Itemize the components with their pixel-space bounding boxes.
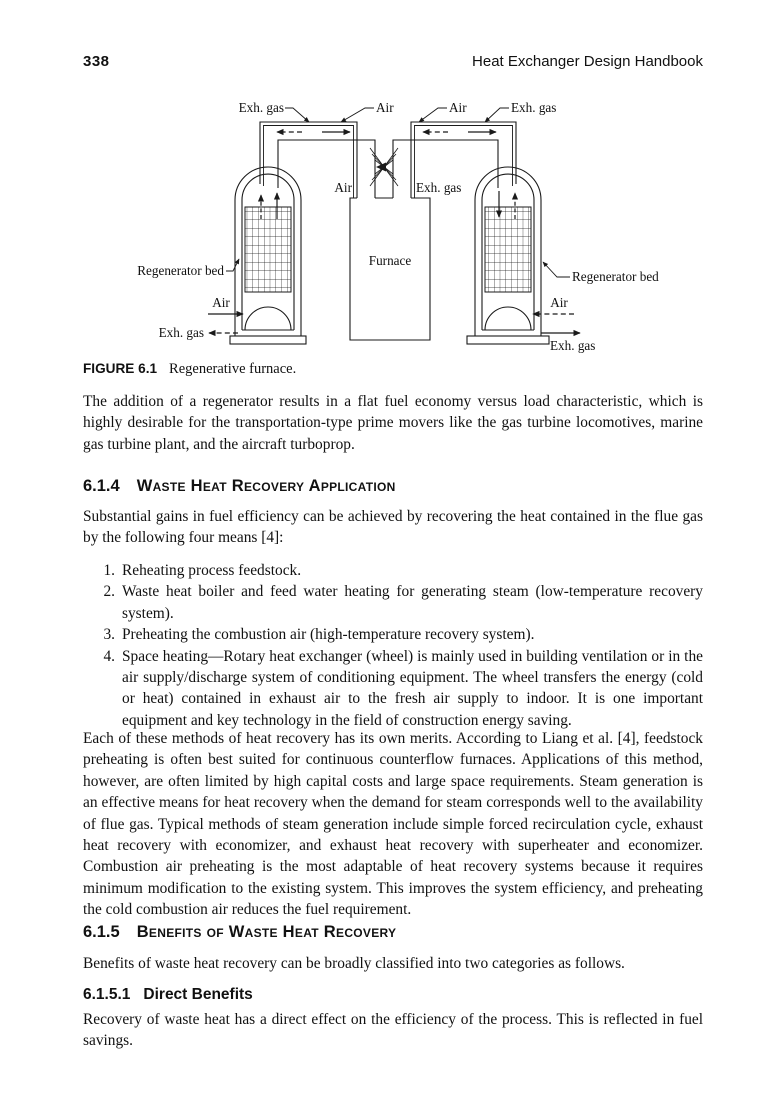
list-item-number: 2. — [103, 583, 115, 601]
label-top-right-exh-gas: Exh. gas — [511, 100, 557, 115]
paragraph-benefits-intro: Benefits of waste heat recovery can be broadly classified into two categories as follows. — [83, 955, 625, 972]
subsection-title: Direct Benefits — [143, 986, 253, 1003]
list-item-text: Space heating—Rotary heat exchanger (wheel) is mainly used in building ventilation or in the air supply/discharge system of conditioning equipment. The wheel transfers the energy (cold or heat) contained in exhaust air to the fresh air supply to indoor. It is one important equipment and key technology in the field of construction energy saving. — [122, 647, 703, 729]
section-number: 6.1.4 — [83, 477, 120, 495]
section-heading-6-1-4 — [83, 477, 703, 496]
label-right-air-in: Air — [550, 295, 568, 310]
figure-caption-text: Regenerative furnace. — [169, 361, 297, 377]
list-item-text: Waste heat boiler and feed water heating for generating steam (low-temperature recovery system). — [122, 583, 703, 622]
crossover-valve — [370, 148, 398, 186]
page-number: 338 — [83, 53, 110, 70]
paragraph-direct-benefits: Recovery of waste heat has a direct effect on the efficiency of the process. This is reflected in fuel savings. — [83, 1011, 703, 1050]
list-item-number: 4. — [103, 647, 115, 665]
label-left-regenerator-bed: Regenerator bed — [137, 263, 224, 278]
figure-label: FIGURE 6.1 — [83, 361, 158, 376]
furnace-box — [350, 198, 430, 340]
list-item-number: 3. — [103, 626, 115, 644]
section-heading-6-1-5 — [83, 923, 703, 942]
section-number: 6.1.5 — [83, 923, 120, 941]
label-right-regenerator-bed: Regenerator bed — [572, 269, 659, 284]
list-item — [83, 624, 703, 645]
label-right-exh-gas-out: Exh. gas — [550, 338, 596, 353]
list-item-text: Preheating the combustion air (high-temperature recovery system). — [122, 626, 535, 644]
right-regenerator-vessel — [467, 167, 549, 344]
label-top-left-air: Air — [376, 100, 394, 115]
list-item — [83, 581, 703, 624]
section-title: Benefits of Waste Heat Recovery — [136, 923, 397, 941]
regenerative-furnace-diagram — [80, 92, 700, 360]
list-item — [83, 560, 703, 581]
label-center-exh-gas: Exh. gas — [416, 180, 462, 195]
paragraph-methods-merits: Each of these methods of heat recovery has its own merits. According to Liang et al. [4], feedstock preheating is often best suited for continuous counterflow furnaces. Applications of this method, however, are often limited by high capital costs and large space requirements. Steam generation is an effective means for heat recovery when the demand for steam corresponds well to the availability of flue gas. Typical methods of steam generation include simple forced recirculation cycle, exhaust heat recovery with economizer, and exhaust heat recovery with superheater and economizer. Combustion air preheating is the most adaptable of heat recovery systems because it requires minimum modification to the existing system. This improves the system efficiency, and preheating the cold combustion air reduces the fuel requirement. — [83, 730, 703, 919]
label-left-air-in: Air — [212, 295, 230, 310]
left-regenerator-vessel — [230, 167, 306, 344]
label-left-exh-gas-out: Exh. gas — [158, 325, 204, 340]
subsection-number: 6.1.5.1 — [83, 986, 131, 1003]
list-item-text: Reheating process feedstock. — [122, 562, 302, 579]
list-item-number: 1. — [103, 562, 115, 579]
figure-caption — [83, 361, 703, 378]
numbered-list — [83, 560, 703, 731]
paragraph-four-means-intro: Substantial gains in fuel efficiency can be achieved by recovering the heat contained in the flue gas by the following four means [4]: — [83, 508, 703, 547]
paragraph-regenerator-benefit: The addition of a regenerator results in a flat fuel economy versus load characteristic, which is highly desirable for the transportation-type prime movers like the gas turbine locomotives, marine gas turbine plant, and the aircraft turboprop. — [83, 393, 703, 453]
list-item — [83, 646, 703, 732]
subsection-heading-6-1-5-1 — [83, 986, 703, 1004]
label-furnace: Furnace — [368, 253, 412, 268]
label-top-right-air: Air — [449, 100, 467, 115]
label-center-air: Air — [334, 180, 352, 195]
label-top-left-exh-gas: Exh. gas — [238, 100, 284, 115]
running-header — [83, 53, 703, 70]
book-title: Heat Exchanger Design Handbook — [472, 53, 703, 70]
section-title: Waste Heat Recovery Application — [136, 477, 396, 495]
